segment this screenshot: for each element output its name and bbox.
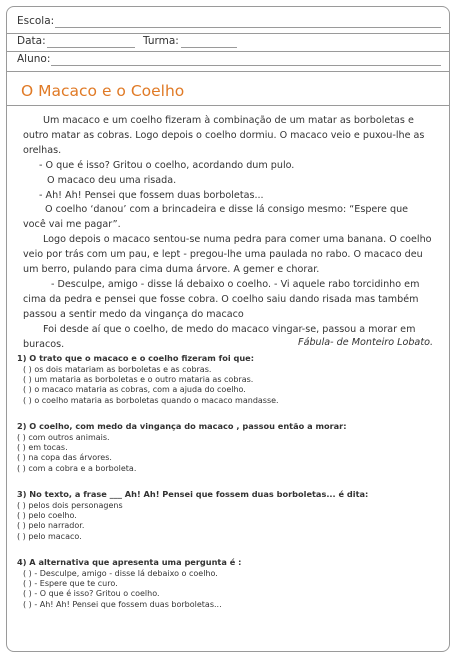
data-label: Data:: [17, 35, 46, 47]
story-paragraph: - Desculpe, amigo - disse lá debaixo o coelho. - Vi aquele rabo torcidinho em cima da pedra e pensei que fosse cobra. O coelho saiu dando risada mas também passou a sentir medo da vingança do macaco: [23, 278, 420, 320]
answer-option[interactable]: ( ) pelos dois personagens: [17, 501, 123, 510]
question-title: 4) A alternativa que apresenta uma pergunta é :: [17, 557, 242, 567]
answer-option[interactable]: ( ) pelo narrador.: [17, 521, 85, 531]
story-paragraph: Foi desde aí que o coelho, de medo do macaco vingar-se, passou a morar em buracos.: [23, 323, 416, 350]
story-credit: Fábula- de Monteiro Lobato.: [298, 337, 433, 348]
question-1: [17, 353, 437, 406]
answer-option[interactable]: ( ) - Espere que te curo.: [23, 579, 118, 589]
data-field[interactable]: [47, 47, 135, 48]
answer-option[interactable]: ( ) - Desculpe, amigo - disse lá debaixo o coelho.: [23, 569, 218, 578]
question-title: 1) O trato que o macaco e o coelho fizeram foi que:: [17, 353, 255, 363]
header-divider: [7, 33, 449, 34]
answer-option[interactable]: ( ) com outros animais.: [17, 433, 110, 442]
escola-label: Escola:: [17, 15, 55, 27]
answer-option[interactable]: ( ) os dois matariam as borboletas e as cobras.: [23, 365, 212, 374]
title-divider: [7, 105, 449, 106]
story-paragraph: Logo depois o macaco sentou-se numa pedra para comer uma banana. O coelho veio por trás com um pau, e lept - pregou-lhe uma paulada no rabo. O macaco deu um berro, pulando para cima duma árvore. A gemer e chorar.: [23, 234, 432, 276]
question-3: [17, 489, 437, 542]
worksheet: [6, 6, 450, 652]
answer-option[interactable]: ( ) o macaco mataria as cobras, com a ajuda do coelho.: [23, 385, 246, 395]
turma-label: Turma:: [143, 35, 179, 47]
header-divider: [7, 71, 449, 72]
header-divider: [7, 51, 449, 52]
answer-option[interactable]: ( ) em tocas.: [17, 443, 68, 453]
question-2: [17, 421, 437, 474]
escola-field[interactable]: [55, 27, 441, 28]
student-header: [7, 7, 449, 71]
answer-option[interactable]: ( ) - Ah! Ah! Pensei que fossem duas borboletas...: [23, 599, 222, 609]
answer-option[interactable]: ( ) pelo coelho.: [17, 511, 77, 521]
answer-option[interactable]: ( ) - O que é isso? Gritou o coelho.: [23, 589, 160, 599]
answer-option[interactable]: ( ) o coelho mataria as borboletas quando o macaco mandasse.: [23, 395, 279, 405]
question-4: [17, 557, 437, 610]
story-paragraph: O coelho ‘danou’ com a brincadeira e disse lá consigo mesmo: “Espere que você vai me pagar”.: [23, 204, 409, 231]
story-paragraph: - O que é isso? Gritou o coelho, acordando dum pulo.: [39, 159, 295, 171]
answer-option[interactable]: ( ) com a cobra e a borboleta.: [17, 463, 137, 473]
story-paragraph: Um macaco e um coelho fizeram à combinação de um matar as borboletas e outro matar as cobras. Logo depois o coelho dormiu. O macaco veio e puxou-lhe as orelhas.: [23, 115, 425, 156]
story-text: [23, 114, 433, 353]
turma-field[interactable]: [181, 47, 237, 48]
answer-option[interactable]: ( ) pelo macaco.: [17, 531, 82, 541]
question-title: 3) No texto, a frase ___ Ah! Ah! Pensei que fossem duas borboletas... é dita:: [17, 489, 369, 499]
answer-option[interactable]: ( ) na copa das árvores.: [17, 453, 112, 463]
aluno-field[interactable]: [51, 65, 441, 66]
story-paragraph: O macaco deu uma risada.: [47, 174, 177, 186]
story-paragraph: - Ah! Ah! Pensei que fossem duas borboletas...: [39, 189, 264, 201]
story-title: O Macaco e o Coelho: [21, 82, 185, 100]
question-title: 2) O coelho, com medo da vingança do macaco , passou então a morar:: [17, 421, 347, 431]
answer-option[interactable]: ( ) um mataria as borboletas e o outro mataria as cobras.: [23, 375, 254, 385]
aluno-label: Aluno:: [17, 53, 51, 65]
